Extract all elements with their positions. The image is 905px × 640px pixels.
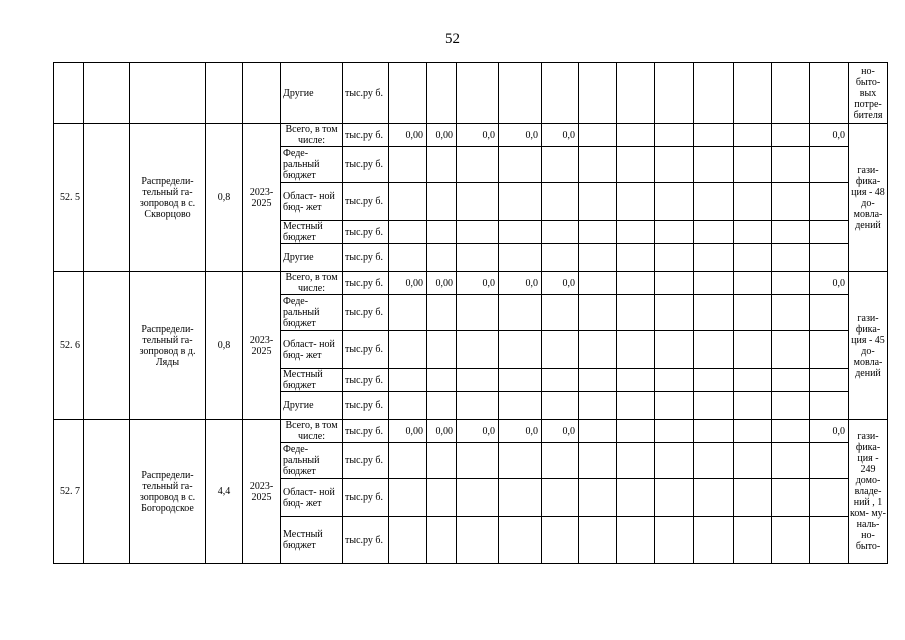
entry-period: 2023- 2025 [243,420,281,564]
unit-cell: тыс.ру б. [343,369,389,392]
entry-number: 52. 5 [54,124,84,272]
value-cell: 0,00 [389,420,427,443]
entry-name: Распредели- тельный га- зопровод в с. Богородское [130,420,206,564]
entry-number: 52. 7 [54,420,84,564]
unit-cell: тыс.ру б. [343,420,389,443]
unit-cell: тыс.ру б. [343,295,389,331]
value-cell: 0,00 [427,420,457,443]
note-cell: гази- фика- ция - 45 до- мовла- дений [849,272,888,420]
value-cell: 0,00 [427,124,457,147]
table-row [54,420,888,443]
value-cell: 0,0 [499,272,542,295]
row-label-local: Местный бюджет [281,369,343,392]
table-row [54,63,888,124]
value-cell: 0,0 [542,420,579,443]
row-label-other: Другие [281,244,343,272]
unit-cell: тыс.ру б. [343,124,389,147]
row-label-other: Другие [281,392,343,420]
value-cell: 0,0 [810,420,849,443]
unit-cell: тыс.ру б. [343,221,389,244]
row-label-local: Местный бюджет [281,517,343,564]
entry-number: 52. 6 [54,272,84,420]
row-label-federal: Феде- ральный бюджет [281,295,343,331]
entry-length: 0,8 [206,124,243,272]
row-label-federal: Феде- ральный бюджет [281,147,343,183]
table-row [54,272,888,295]
unit-cell: тыс.ру б. [343,244,389,272]
table-row [54,124,888,147]
row-label-federal: Феде- ральный бюджет [281,443,343,479]
value-cell: 0,0 [499,124,542,147]
row-label-local: Местный бюджет [281,221,343,244]
unit-cell: тыс.ру б. [343,392,389,420]
row-label-total: Всего, в том числе: [281,272,343,295]
row-label-total: Всего, в том числе: [281,124,343,147]
unit-cell: тыс.ру б. [343,517,389,564]
value-cell: 0,00 [389,272,427,295]
entry-period: 2023- 2025 [243,124,281,272]
row-label-regional: Област- ной бюд- жет [281,183,343,221]
entry-length: 0,8 [206,272,243,420]
row-label-total: Всего, в том числе: [281,420,343,443]
unit-cell: тыс.ру б. [343,331,389,369]
value-cell: 0,0 [457,420,499,443]
value-cell: 0,0 [457,272,499,295]
value-cell: 0,0 [542,272,579,295]
row-label-regional: Област- ной бюд- жет [281,479,343,517]
budget-table [53,62,888,564]
entry-period: 2023- 2025 [243,272,281,420]
entry-name: Распредели- тельный га- зопровод в д. Ляды [130,272,206,420]
entry-name: Распредели- тельный га- зопровод в с. Скворцово [130,124,206,272]
note-cell: но- быто- вых потре- бителя [849,63,888,124]
unit-cell: тыс.ру б. [343,147,389,183]
note-cell: гази- фика- ция - 249 домо- владе- ний , 1 ком- му- наль- но- быто- [849,420,888,564]
entry-length: 4,4 [206,420,243,564]
value-cell: 0,0 [457,124,499,147]
value-cell: 0,00 [427,272,457,295]
unit-cell: тыс.ру б. [343,63,389,124]
value-cell: 0,00 [389,124,427,147]
unit-cell: тыс.ру б. [343,272,389,295]
unit-cell: тыс.ру б. [343,183,389,221]
row-label: Другие [281,63,343,124]
page-number: 52 [445,31,460,47]
value-cell: 0,0 [499,420,542,443]
value-cell: 0,0 [810,272,849,295]
unit-cell: тыс.ру б. [343,443,389,479]
value-cell: 0,0 [810,124,849,147]
row-label-regional: Област- ной бюд- жет [281,331,343,369]
note-cell: гази- фика- ция - 48 до- мовла- дений [849,124,888,272]
unit-cell: тыс.ру б. [343,479,389,517]
value-cell: 0,0 [542,124,579,147]
